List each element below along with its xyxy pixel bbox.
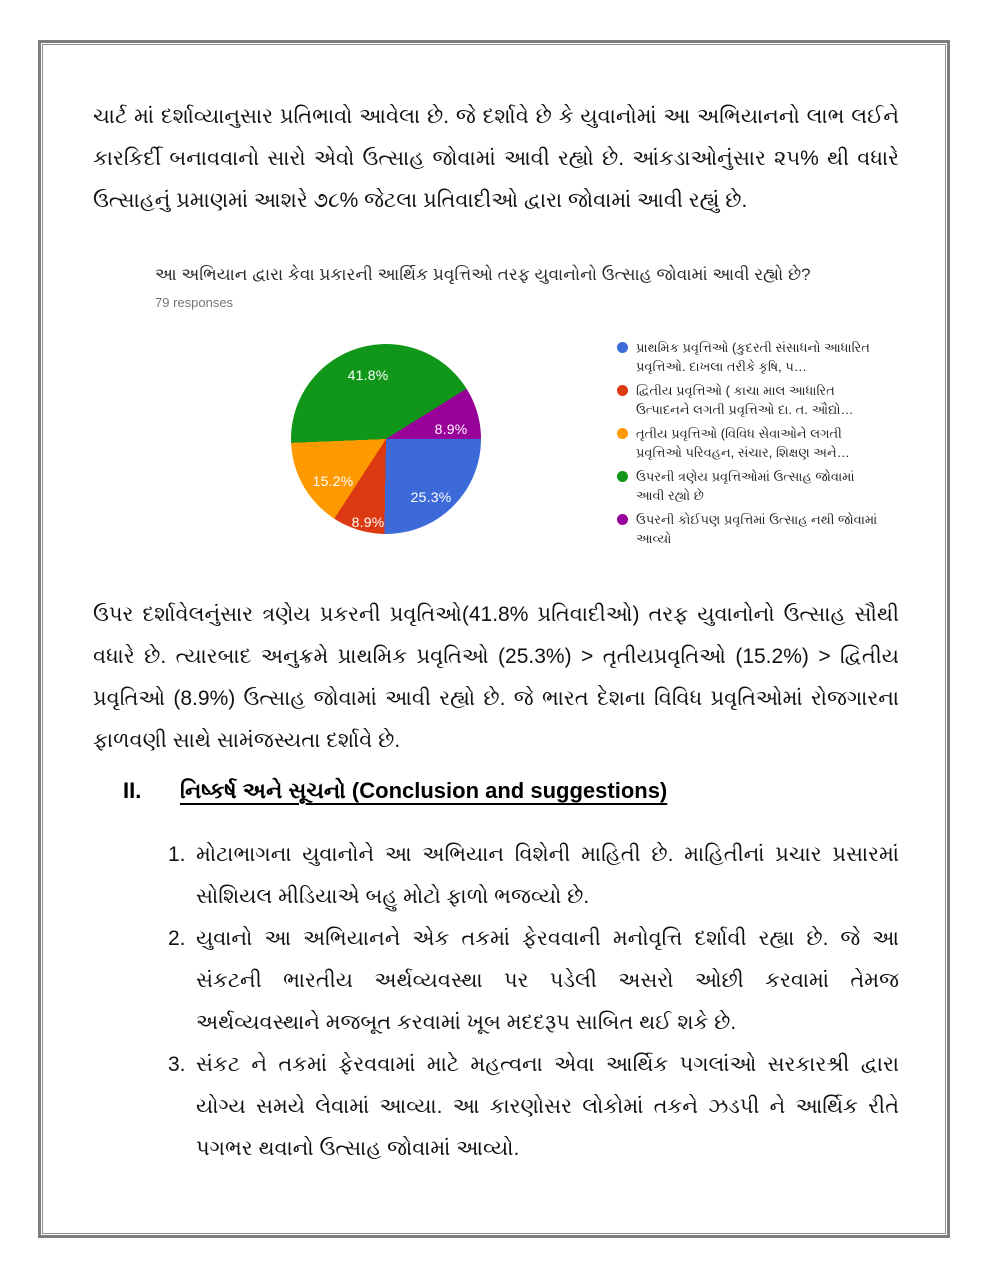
pie-slice-label-purple: 8.9% — [434, 421, 468, 437]
survey-chart-block — [155, 262, 899, 556]
chart-responses-count: 79 responses — [155, 295, 234, 310]
section-heading-title: નિષ્કર્ષ અને સૂચનો (Conclusion and suggestions) — [180, 778, 668, 803]
list-item-number: 3. — [168, 1053, 186, 1076]
legend-swatch-green-icon — [617, 471, 628, 482]
legend-swatch-orange-icon — [617, 428, 628, 439]
legend-swatch-red-icon — [617, 385, 628, 396]
legend-item-none — [617, 510, 887, 548]
legend-label: ઉપરની કોઈપણ પ્રવૃત્તિમાં ઉત્સાહ નથી જોવામાં આવ્યો — [636, 512, 878, 546]
list-item — [168, 1044, 899, 1170]
page-content — [93, 96, 899, 1170]
legend-swatch-purple-icon — [617, 514, 628, 525]
pie-slice-label-red: 8.9% — [351, 514, 385, 530]
list-item-number: 2. — [168, 927, 186, 950]
pie-slice-label-orange: 15.2% — [312, 473, 354, 489]
legend-label: તૃતીય પ્રવૃત્તિઓ (વિવિધ સેવાઓને લગતી પ્રવૃત્તિઓ પરિવહન, સંચાર, શિક્ષણ અને… — [636, 426, 850, 460]
analysis-paragraph: ઉપર દર્શાવેલનુંસાર ત્રણેય પ્રકરની પ્રવૃતિઓ(41.8% પ્રતિવાદીઓ) તરફ યુવાનોનો ઉત્સાહ સૌથી વધારે છે. ત્યારબાદ અનુક્રમે પ્રાથમિક પ્રવૃતિઓ (25.3%) > તૃતીયપ્રવૃતિઓ (15.2%) > દ્વિતીય પ્રવૃતિઓ (8.9%) ઉત્સાહ જોવામાં આવી રહ્યો છે. જે ભારત દેશના વિવિધ પ્રવૃતિઓમાં રોજગારના ફાળવણી સાથે સામંજસ્યતા દર્શાવે છે. — [93, 603, 899, 752]
chart-legend — [617, 338, 887, 553]
legend-label: પ્રાથમિક પ્રવૃત્તિઓ (કુદરતી સંસાધનો આધારિત પ્રવૃત્તિઓ. દાખલા તરીકે કૃષિ, પ… — [636, 340, 870, 374]
intro-paragraph: ચાર્ટ માં દર્શાવ્યાનુસાર પ્રતિભાવો આવેલા છે. જે દર્શાવે છે કે યુવાનોમાં આ અભિયાનનો લાભ લઈને કારકિર્દી બનાવવાનો સારો એવો ઉત્સાહ જોવામાં આવી રહ્યો છે. આંકડાઓનુંસાર ૨૫% થી વધારે ઉત્સાહનું પ્રમાણમાં આશરે ૭૮% જેટલા પ્રતિવાદીઓ દ્વારા જોવામાં આવી રહ્યું છે. — [93, 105, 899, 212]
conclusion-list — [93, 834, 899, 1170]
section-heading — [123, 774, 899, 808]
legend-label: ઉપરની ત્રણેય પ્રવૃત્તિઓમાં ઉત્સાહ જોવામાં આવી રહ્યો છે — [636, 469, 855, 503]
pie-slice-label-green: 41.8% — [347, 367, 389, 383]
legend-label: દ્વિતીય પ્રવૃત્તિઓ ( કાચા માલ આધારિત ઉત્પાદનને લગતી પ્રવૃત્તિઓ દા. ત. ઔદ્યો… — [636, 383, 854, 417]
list-item-text: સંકટ ને તકમાં ફેરવવામાં માટે મહત્વના એવા આર્થિક પગલાંઓ સરકારશ્રી દ્વારા યોગ્ય સમયે લેવામાં આવ્યા. આ કારણોસર લોકોમાં તકને ઝડપી ને આર્થિક રીતે પગભર થવાનો ઉત્સાહ જોવામાં આવ્યો. — [196, 1053, 899, 1160]
legend-swatch-blue-icon — [617, 342, 628, 353]
pie-chart-area — [155, 318, 899, 556]
legend-item-tertiary — [617, 424, 887, 462]
list-item — [168, 834, 899, 918]
list-item — [168, 918, 899, 1044]
list-item-text: યુવાનો આ અભિયાનને એક તકમાં ફેરવવાની મનોવૃત્તિ દર્શાવી રહ્યા છે. જે આ સંકટની ભારતીય અર્થવ્યવસ્થા પર પડેલી અસરો ઓછી કરવામાં તેમજ અર્થવ્યવસ્થાને મજબૂત કરવામાં ખૂબ મદદરૂપ સાબિત થઈ શકે છે. — [196, 927, 899, 1034]
legend-item-all-three — [617, 467, 887, 505]
legend-item-primary — [617, 338, 887, 376]
chart-question: આ અભિયાન દ્વારા કેવા પ્રકારની આર્થિક પ્રવૃત્તિઓ તરફ યુવાનોનો ઉત્સાહ જોવામાં આવી રહ્યો છે? — [155, 265, 811, 284]
section-heading-number: II. — [123, 778, 142, 803]
list-item-text: મોટાભાગના યુવાનોને આ અભિયાન વિશેની માહિતી છે. માહિતીનાં પ્રચાર પ્રસારમાં સોશિયલ મીડિયાએ બહુ મોટો ફાળો ભજવ્યો છે. — [196, 843, 899, 908]
list-item-number: 1. — [168, 843, 186, 866]
legend-item-secondary — [617, 381, 887, 419]
pie-slice-label-blue: 25.3% — [410, 489, 452, 505]
